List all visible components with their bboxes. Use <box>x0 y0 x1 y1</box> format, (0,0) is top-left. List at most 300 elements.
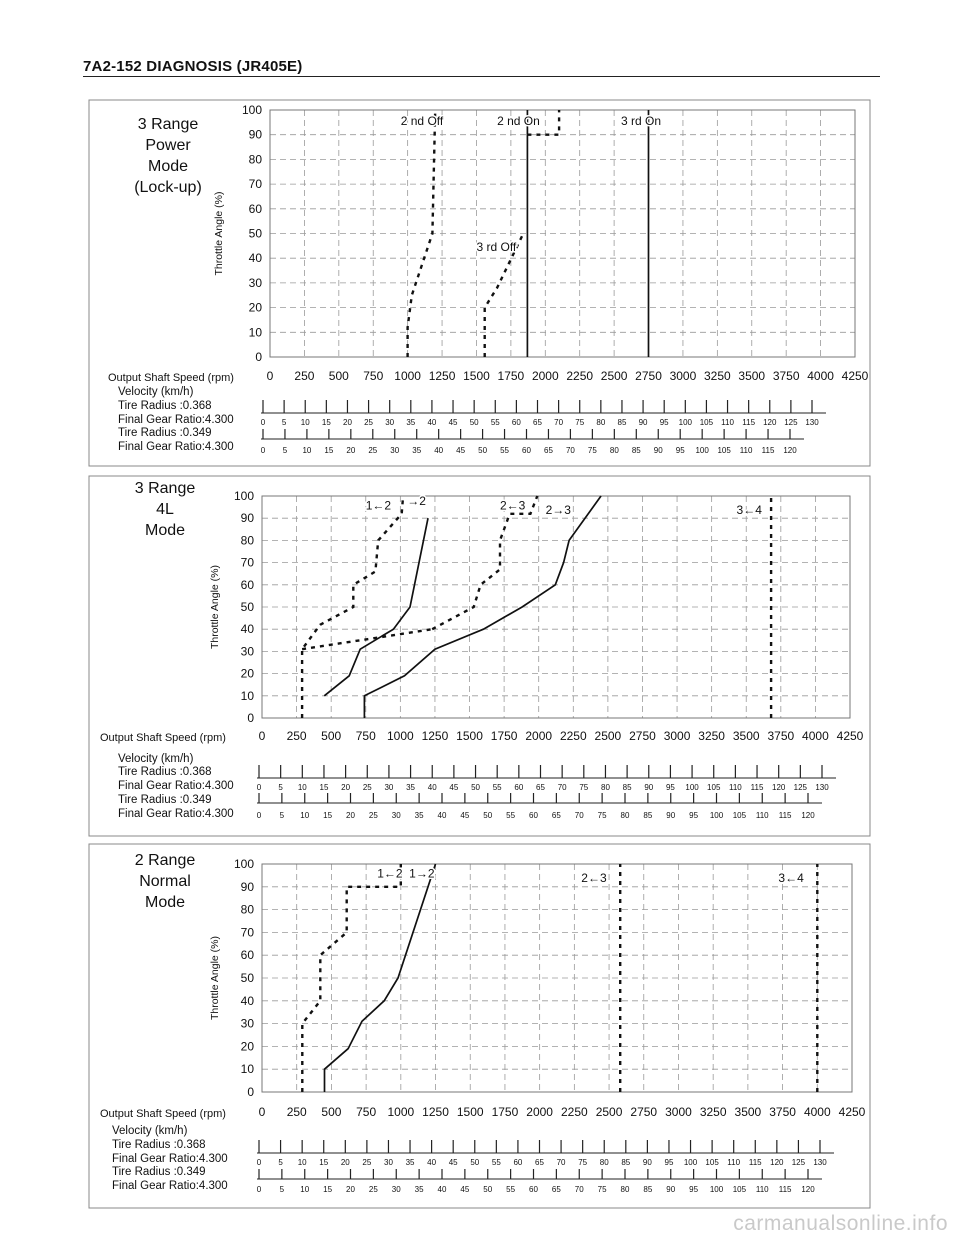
y-tick-label: 70 <box>240 555 254 570</box>
x-tick-label: 500 <box>321 729 342 743</box>
x-tick-label: 3750 <box>769 1105 796 1119</box>
velocity-tick-label: 115 <box>778 1185 792 1194</box>
tire-radius-label: Tire Radius :0.349 <box>118 794 212 806</box>
velocity-tick-label: 65 <box>533 418 542 427</box>
velocity-tick-label: 10 <box>300 1185 310 1194</box>
y-tick-label: 90 <box>248 127 262 142</box>
velocity-tick-label: 20 <box>341 783 351 792</box>
velocity-tick-label: 50 <box>478 446 488 455</box>
velocity-tick-label: 15 <box>323 811 333 820</box>
series-line-1-2 <box>325 864 436 1092</box>
final-gear-ratio-label: Final Gear Ratio:4.300 <box>118 808 234 820</box>
velocity-tick-label: 30 <box>390 446 400 455</box>
x-axis-label: Output Shaft Speed (rpm) <box>100 1108 226 1120</box>
chart-title-line: Mode <box>147 158 189 175</box>
x-tick-label: 2000 <box>531 369 559 383</box>
velocity-tick-label: 130 <box>815 783 829 792</box>
velocity-tick-label: 50 <box>469 418 479 427</box>
shift-chart-2-range-normal <box>0 842 960 1212</box>
y-tick-label: 10 <box>248 325 262 340</box>
x-tick-label: 750 <box>355 729 376 743</box>
velocity-tick-label: 85 <box>621 1158 631 1167</box>
velocity-tick-label: 80 <box>609 446 619 455</box>
velocity-tick-label: 100 <box>695 446 709 455</box>
y-tick-label: 60 <box>240 948 254 963</box>
velocity-tick-label: 70 <box>574 1185 584 1194</box>
x-tick-label: 2500 <box>595 1105 623 1119</box>
y-tick-label: 80 <box>240 902 254 917</box>
chart-title-line: Normal <box>139 873 191 890</box>
final-gear-ratio-label: Final Gear Ratio:4.300 <box>118 441 234 453</box>
velocity-tick-label: 25 <box>362 1158 372 1167</box>
x-tick-label: 3500 <box>732 729 760 743</box>
x-tick-label: 1500 <box>456 1105 484 1119</box>
velocity-tick-label: 65 <box>536 783 545 792</box>
velocity-tick-label: 60 <box>529 811 538 820</box>
velocity-tick-label: 110 <box>727 1158 741 1167</box>
velocity-tick-label: 100 <box>683 1158 698 1167</box>
velocity-tick-label: 30 <box>384 1158 393 1167</box>
velocity-tick-label: 130 <box>805 418 819 427</box>
chart-title-line: 3 Range <box>137 116 199 133</box>
velocity-tick-label: 35 <box>412 446 422 455</box>
velocity-tick-label: 0 <box>256 1185 262 1194</box>
velocity-scale-2 <box>257 1169 822 1194</box>
velocity-tick-label: 45 <box>449 783 459 792</box>
page-header-title: 7A2-152 DIAGNOSIS (JR405E) <box>83 58 303 75</box>
velocity-tick-label: 65 <box>551 1185 561 1194</box>
velocity-scale-1 <box>257 1140 834 1167</box>
velocity-tick-label: 50 <box>470 1158 480 1167</box>
final-gear-ratio-label: Final Gear Ratio:4.300 <box>118 780 234 792</box>
velocity-tick-label: 80 <box>620 1185 630 1194</box>
velocity-tick-label: 40 <box>427 418 437 427</box>
velocity-tick-label: 10 <box>300 418 310 427</box>
x-tick-label: 500 <box>321 1105 342 1119</box>
x-tick-label: 2750 <box>630 1105 658 1119</box>
x-tick-label: 1250 <box>428 369 456 383</box>
velocity-tick-label: 0 <box>256 783 262 792</box>
velocity-tick-label: 125 <box>791 1158 806 1167</box>
velocity-tick-label: 125 <box>793 783 808 792</box>
y-tick-label: 100 <box>233 489 254 503</box>
series-line <box>302 629 432 649</box>
velocity-tick-label: 105 <box>717 446 731 455</box>
x-tick-label: 1500 <box>456 729 483 743</box>
velocity-tick-label: 15 <box>321 418 331 427</box>
series-annotation: 3←4 <box>736 502 762 517</box>
velocity-tick-label: 65 <box>551 811 561 820</box>
velocity-tick-label: 75 <box>597 811 607 820</box>
x-tick-label: 0 <box>258 729 266 743</box>
velocity-tick-label: 100 <box>685 783 699 792</box>
tire-radius-label: Tire Radius :0.368 <box>118 400 212 412</box>
velocity-tick-label: 90 <box>644 783 654 792</box>
velocity-tick-label: 75 <box>587 446 597 455</box>
velocity-tick-label: 25 <box>364 418 374 427</box>
x-tick-label: 4250 <box>838 1105 866 1119</box>
velocity-tick-label: 30 <box>391 1185 401 1194</box>
velocity-tick-label: 95 <box>689 811 699 820</box>
x-tick-label: 4250 <box>836 729 864 743</box>
velocity-tick-label: 20 <box>346 1185 355 1194</box>
series-annotation: 1←2 <box>377 866 403 881</box>
velocity-tick-label: 10 <box>297 1158 307 1167</box>
velocity-tick-label: 60 <box>514 783 524 792</box>
velocity-tick-label: 130 <box>813 1158 827 1167</box>
velocity-tick-label: 95 <box>675 446 685 455</box>
y-tick-label: 60 <box>248 201 262 216</box>
velocity-tick-label: 85 <box>643 1185 653 1194</box>
velocity-tick-label: 10 <box>302 446 312 455</box>
velocity-tick-label: 95 <box>689 1185 699 1194</box>
velocity-tick-label: 105 <box>732 1185 747 1194</box>
tire-radius-label: Tire Radius :0.368 <box>118 766 212 778</box>
velocity-tick-label: 105 <box>707 783 721 792</box>
velocity-tick-label: 55 <box>506 1185 516 1194</box>
x-tick-label: 2000 <box>526 1105 553 1119</box>
y-tick-label: 50 <box>248 226 262 241</box>
y-tick-label: 80 <box>240 533 254 548</box>
final-gear-ratio-label: Final Gear Ratio:4.300 <box>112 1180 228 1192</box>
velocity-tick-label: 30 <box>385 418 395 427</box>
velocity-tick-label: 55 <box>490 418 500 427</box>
x-axis-label: Output Shaft Speed (rpm) <box>108 372 234 384</box>
velocity-tick-label: 115 <box>761 446 775 455</box>
y-tick-label: 60 <box>240 577 254 592</box>
velocity-tick-label: 40 <box>427 783 437 792</box>
velocity-tick-label: 70 <box>556 1158 566 1167</box>
velocity-tick-label: 120 <box>783 446 797 455</box>
velocity-tick-label: 80 <box>620 811 630 820</box>
velocity-tick-label: 125 <box>784 418 798 427</box>
x-tick-label: 3250 <box>698 729 725 743</box>
velocity-tick-label: 45 <box>448 418 458 427</box>
velocity-label: Velocity (km/h) <box>118 386 194 398</box>
velocity-tick-label: 25 <box>368 811 378 820</box>
x-tick-label: 3750 <box>772 369 800 383</box>
velocity-scale-1 <box>257 765 836 792</box>
tire-radius-label: Tire Radius :0.349 <box>118 427 212 439</box>
velocity-tick-label: 55 <box>500 446 509 455</box>
x-tick-label: 1500 <box>463 369 490 383</box>
velocity-tick-label: 85 <box>631 446 641 455</box>
x-tick-label: 3250 <box>699 1105 727 1119</box>
tire-radius-label: Tire Radius :0.368 <box>112 1139 206 1151</box>
velocity-tick-label: 5 <box>282 446 288 455</box>
x-tick-label: 3500 <box>734 1105 762 1119</box>
velocity-tick-label: 15 <box>323 1185 333 1194</box>
velocity-tick-label: 35 <box>414 811 424 820</box>
series-annotation: 1←2 <box>365 498 392 513</box>
velocity-tick-label: 45 <box>460 811 470 820</box>
velocity-tick-label: 120 <box>801 811 815 820</box>
velocity-tick-label: 65 <box>544 446 553 455</box>
x-tick-label: 500 <box>328 369 349 383</box>
x-tick-label: 0 <box>258 1105 266 1119</box>
velocity-tick-label: 100 <box>709 811 724 820</box>
y-tick-label: 40 <box>240 622 254 637</box>
velocity-tick-label: 80 <box>599 1158 609 1167</box>
x-tick-label: 750 <box>363 369 384 383</box>
series-annotation: 2←3 <box>581 871 607 886</box>
x-tick-label: 2250 <box>566 369 594 383</box>
velocity-tick-label: 40 <box>427 1158 437 1167</box>
velocity-tick-label: 5 <box>279 811 285 820</box>
chart-title-line: (Lock-up) <box>134 179 202 196</box>
velocity-scale-1 <box>261 400 826 427</box>
series-annotation: 3 rd On <box>621 113 662 128</box>
x-tick-label: 1000 <box>387 729 414 743</box>
velocity-tick-label: 55 <box>492 783 502 792</box>
velocity-tick-label: 90 <box>666 1185 676 1194</box>
x-tick-label: 3250 <box>704 369 731 383</box>
velocity-tick-label: 120 <box>763 418 777 427</box>
velocity-tick-label: 10 <box>297 783 307 792</box>
velocity-tick-label: 45 <box>456 446 466 455</box>
x-tick-label: 3000 <box>663 729 691 743</box>
x-tick-label: 3000 <box>669 369 697 383</box>
velocity-tick-label: 75 <box>575 418 585 427</box>
shift-chart-3-range-4l <box>0 474 960 840</box>
velocity-tick-label: 120 <box>801 1185 815 1194</box>
velocity-tick-label: 95 <box>664 1158 674 1167</box>
series-annotation: 1→2 <box>409 866 435 881</box>
y-tick-label: 70 <box>240 925 254 940</box>
velocity-tick-label: 15 <box>324 446 334 455</box>
velocity-tick-label: 70 <box>574 811 584 820</box>
velocity-tick-label: 30 <box>391 811 401 820</box>
velocity-tick-label: 15 <box>319 1158 329 1167</box>
shift-chart-3-range-power <box>0 98 960 470</box>
velocity-tick-label: 85 <box>643 811 653 820</box>
velocity-tick-label: 20 <box>343 418 352 427</box>
velocity-tick-label: 65 <box>535 1158 544 1167</box>
y-tick-label: 90 <box>240 511 254 526</box>
velocity-tick-label: 110 <box>739 446 753 455</box>
velocity-tick-label: 60 <box>522 446 531 455</box>
velocity-tick-label: 40 <box>437 1185 447 1194</box>
velocity-label: Velocity (km/h) <box>118 753 194 765</box>
velocity-tick-label: 55 <box>506 811 516 820</box>
velocity-tick-label: 70 <box>554 418 564 427</box>
velocity-tick-label: 75 <box>578 1158 588 1167</box>
y-axis-label: Throttle Angle (%) <box>213 191 225 276</box>
series-annotation: 2←3 <box>499 498 526 513</box>
x-tick-label: 250 <box>294 369 315 383</box>
series-annotation: →2 <box>407 493 426 508</box>
y-tick-label: 50 <box>240 971 254 985</box>
velocity-tick-label: 110 <box>721 418 734 427</box>
series-annotation: 2 nd Off <box>400 113 444 128</box>
x-tick-label: 750 <box>356 1105 377 1119</box>
velocity-scale-2 <box>257 793 822 820</box>
y-tick-label: 20 <box>240 666 254 681</box>
x-tick-label: 3000 <box>665 1105 692 1119</box>
velocity-tick-label: 120 <box>772 783 786 792</box>
y-tick-label: 50 <box>240 600 254 614</box>
x-tick-label: 1250 <box>421 729 449 743</box>
x-tick-label: 2750 <box>635 369 662 383</box>
velocity-tick-label: 5 <box>278 783 283 792</box>
velocity-tick-label: 60 <box>529 1185 538 1194</box>
y-tick-label: 40 <box>248 251 262 266</box>
x-tick-label: 2000 <box>525 729 553 743</box>
y-tick-label: 0 <box>255 350 262 364</box>
velocity-tick-label: 110 <box>755 1185 769 1194</box>
y-tick-label: 80 <box>248 152 262 167</box>
x-tick-label: 1000 <box>387 1105 415 1119</box>
velocity-tick-label: 95 <box>659 418 669 427</box>
y-tick-label: 0 <box>247 1085 254 1099</box>
chart-title-line: Mode <box>144 894 186 911</box>
velocity-tick-label: 20 <box>346 446 356 455</box>
velocity-tick-label: 5 <box>281 418 287 427</box>
y-tick-label: 10 <box>240 688 254 703</box>
velocity-label: Velocity (km/h) <box>112 1125 188 1137</box>
velocity-tick-label: 110 <box>729 783 742 792</box>
chart-title-line: 2 Range <box>134 852 196 869</box>
series-annotation: 2→3 <box>545 502 571 517</box>
y-axis-label: Throttle Angle (%) <box>209 935 221 1021</box>
y-tick-label: 20 <box>248 300 262 315</box>
velocity-tick-label: 90 <box>666 811 676 820</box>
velocity-tick-label: 115 <box>778 811 792 820</box>
x-tick-label: 250 <box>286 729 307 743</box>
velocity-tick-label: 115 <box>748 1158 762 1167</box>
grid-lines <box>262 493 850 718</box>
grid-lines <box>270 110 855 357</box>
header-divider <box>83 76 880 77</box>
velocity-tick-label: 40 <box>437 811 447 820</box>
chart-title-line: Mode <box>144 522 186 539</box>
velocity-tick-label: 25 <box>368 1185 378 1194</box>
velocity-tick-label: 105 <box>705 1158 719 1167</box>
x-tick-label: 2250 <box>559 729 587 743</box>
x-tick-label: 3500 <box>738 369 766 383</box>
x-tick-label: 2500 <box>600 369 628 383</box>
velocity-tick-label: 115 <box>742 418 756 427</box>
x-tick-label: 1000 <box>394 369 421 383</box>
velocity-tick-label: 20 <box>346 811 355 820</box>
velocity-tick-label: 50 <box>483 1185 493 1194</box>
x-tick-label: 1750 <box>491 1105 519 1119</box>
velocity-tick-label: 100 <box>709 1185 724 1194</box>
velocity-tick-label: 55 <box>491 1158 501 1167</box>
velocity-tick-label: 5 <box>279 1185 285 1194</box>
x-tick-label: 0 <box>266 369 274 383</box>
velocity-tick-label: 45 <box>448 1158 458 1167</box>
watermark-text: carmanualsonline.info <box>733 1212 948 1235</box>
velocity-tick-label: 35 <box>405 1158 415 1167</box>
velocity-tick-label: 35 <box>414 1185 424 1194</box>
velocity-tick-label: 120 <box>770 1158 784 1167</box>
velocity-tick-label: 20 <box>340 1158 350 1167</box>
x-tick-label: 4000 <box>803 1105 831 1119</box>
velocity-tick-label: 0 <box>256 811 262 820</box>
velocity-tick-label: 0 <box>260 446 266 455</box>
velocity-tick-label: 15 <box>319 783 329 792</box>
final-gear-ratio-label: Final Gear Ratio:4.300 <box>112 1153 228 1165</box>
velocity-tick-label: 25 <box>362 783 372 792</box>
velocity-tick-label: 5 <box>278 1158 283 1167</box>
velocity-scale-2 <box>261 429 804 455</box>
velocity-tick-label: 80 <box>601 783 610 792</box>
y-tick-label: 20 <box>240 1039 254 1054</box>
velocity-tick-label: 75 <box>579 783 589 792</box>
series-annotation: 3←4 <box>778 871 804 886</box>
velocity-tick-label: 45 <box>460 1185 470 1194</box>
velocity-tick-label: 30 <box>384 783 394 792</box>
chart-title-line: Power <box>145 137 191 154</box>
velocity-tick-label: 25 <box>368 446 378 455</box>
chart-title-line: 3 Range <box>134 480 196 497</box>
y-tick-label: 0 <box>247 711 254 725</box>
velocity-tick-label: 60 <box>511 418 521 427</box>
velocity-tick-label: 105 <box>732 811 747 820</box>
velocity-tick-label: 95 <box>665 783 675 792</box>
x-tick-label: 4000 <box>807 369 834 383</box>
x-tick-label: 250 <box>286 1105 307 1119</box>
y-tick-label: 70 <box>248 177 262 192</box>
chart-title-line: 4L <box>156 501 174 518</box>
y-tick-label: 40 <box>240 993 254 1008</box>
velocity-tick-label: 85 <box>617 418 627 427</box>
tire-radius-label: Tire Radius :0.349 <box>112 1166 206 1178</box>
y-tick-label: 100 <box>241 103 262 117</box>
y-axis-label: Throttle Angle (%) <box>209 564 221 650</box>
velocity-tick-label: 0 <box>256 1158 262 1167</box>
x-tick-label: 4250 <box>841 369 869 383</box>
series-annotation: 3 rd Off <box>476 239 517 254</box>
x-tick-label: 1750 <box>497 369 525 383</box>
x-axis-label: Output Shaft Speed (rpm) <box>100 732 226 744</box>
velocity-tick-label: 85 <box>622 783 632 792</box>
x-tick-label: 1750 <box>490 729 518 743</box>
velocity-tick-label: 35 <box>406 418 416 427</box>
x-tick-label: 3750 <box>767 729 795 743</box>
y-tick-label: 90 <box>240 879 254 894</box>
y-tick-label: 30 <box>248 275 262 290</box>
series-annotation: 2 nd On <box>497 113 540 128</box>
velocity-tick-label: 70 <box>565 446 575 455</box>
velocity-tick-label: 110 <box>755 811 769 820</box>
x-tick-label: 2250 <box>561 1105 588 1119</box>
grid-lines <box>262 864 852 1092</box>
y-tick-label: 30 <box>240 644 254 659</box>
velocity-tick-label: 75 <box>597 1185 607 1194</box>
velocity-tick-label: 50 <box>471 783 480 792</box>
velocity-tick-label: 90 <box>653 446 663 455</box>
x-tick-label: 4000 <box>802 729 829 743</box>
x-tick-label: 2750 <box>629 729 656 743</box>
velocity-tick-label: 70 <box>557 783 567 792</box>
y-tick-label: 10 <box>240 1062 254 1077</box>
y-tick-label: 100 <box>233 857 254 871</box>
velocity-tick-label: 60 <box>513 1158 523 1167</box>
velocity-tick-label: 90 <box>642 1158 652 1167</box>
velocity-tick-label: 0 <box>260 418 266 427</box>
velocity-tick-label: 80 <box>596 418 606 427</box>
velocity-tick-label: 115 <box>750 783 764 792</box>
y-tick-label: 30 <box>240 1016 254 1031</box>
x-tick-label: 1250 <box>422 1105 449 1119</box>
velocity-tick-label: 40 <box>434 446 444 455</box>
velocity-tick-label: 35 <box>406 783 416 792</box>
velocity-tick-label: 105 <box>699 418 714 427</box>
velocity-tick-label: 100 <box>678 418 692 427</box>
final-gear-ratio-label: Final Gear Ratio:4.300 <box>118 414 234 426</box>
